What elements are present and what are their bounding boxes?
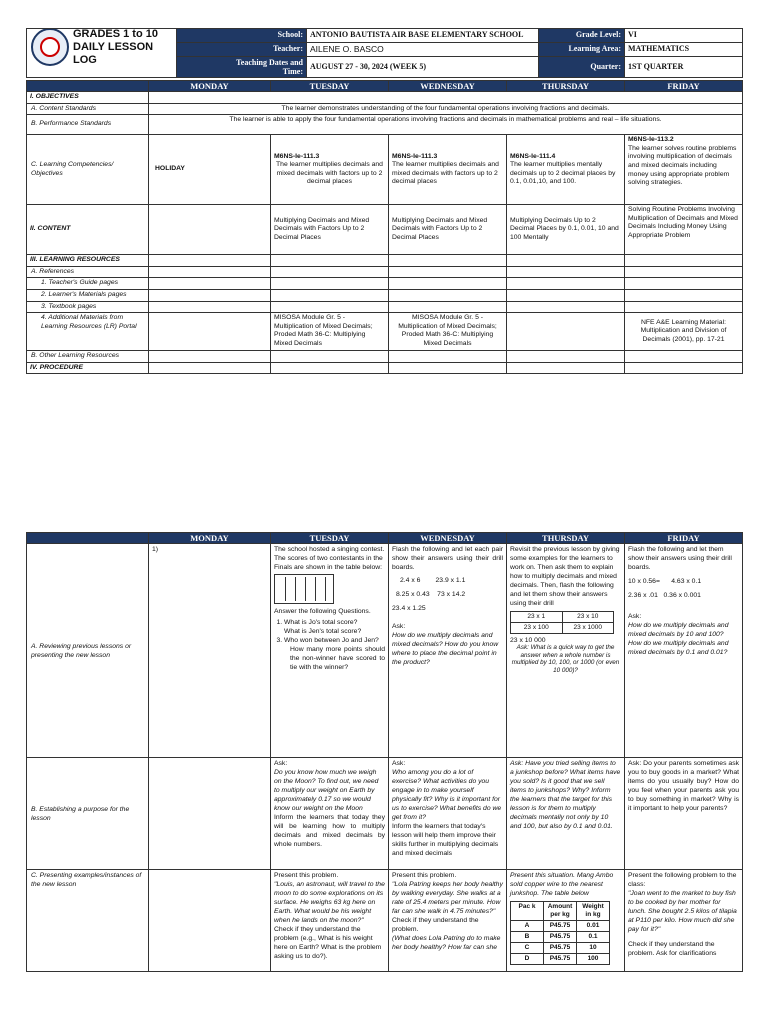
competency-tuesday	[271, 135, 389, 205]
tb-thu	[507, 301, 625, 313]
presenting-friday-problem: "Joan went to the market to buy fish to be cooked by her mother for lunch. She bought 2.5 kilos of tilapia at P110 per kilo. How much did she pay for it?"	[628, 890, 737, 933]
other-wed	[389, 351, 507, 363]
content-standards-label: A. Content Standards	[27, 103, 149, 115]
day-header-friday-2: FRIDAY	[625, 533, 743, 544]
junkshop-cell: P45.75	[544, 954, 577, 965]
quarter-value: 1ST QUARTER	[625, 57, 743, 78]
lm-wed	[389, 289, 507, 301]
purpose-monday	[149, 758, 271, 870]
additional-friday: NFE A&E Learning Material: Multiplication and Division of Decimals (2001), pp. 17-21	[625, 313, 743, 351]
references-mon	[149, 266, 271, 278]
title-block	[27, 29, 177, 78]
presenting-wednesday-intro: Present this problem.	[392, 872, 457, 879]
junkshop-cell: 100	[577, 954, 610, 965]
title-line2: DAILY LESSON LOG	[73, 40, 154, 66]
junkshop-cell: C	[511, 943, 544, 954]
content-thursday: Multiplying Decimals Up to 2 Decimal Places by 0.1, 0.01, 10 and 100 Mentally	[507, 205, 625, 255]
title-line1: GRADES 1 to 10	[73, 28, 158, 40]
presenting-friday	[625, 870, 743, 972]
tg-thu	[507, 278, 625, 290]
purpose-label: B. Establishing a purpose for the lesson	[27, 758, 149, 870]
performance-standards-label: B. Performance Standards	[27, 115, 149, 135]
teacher-value: AILENE O. BASCO	[307, 43, 539, 57]
presenting-thursday-intro: Present this situation. Mang Ambo sold copper wire to the nearest junkshop. The table below	[510, 872, 614, 897]
additional-tuesday: MISOSA Module Gr. 5 - Multiplication of Mixed Decimals; Proded Math 36-C: Multiplying Mixed Decimals	[271, 313, 389, 351]
tb-fri	[625, 301, 743, 313]
header-table	[26, 28, 743, 78]
objectives-heading: I. OBJECTIVES	[27, 92, 149, 104]
junkshop-cell: P45.75	[544, 943, 577, 954]
resources-tue	[271, 255, 389, 267]
quarter-label: Quarter:	[539, 57, 625, 78]
purpose-tuesday-tail: Inform the learners that today they will be learning how to multiply decimals and mixed decimals by whole numbers.	[274, 814, 385, 848]
junkshop-cell: A	[511, 921, 544, 932]
presenting-tuesday-tail: Check if they understand the problem (e.g., What is his weight here on Earth? What is the problem asking us to do?).	[274, 926, 382, 960]
review-tuesday-follow: How many more points should the non-winner have scored to tie with the winner?	[290, 646, 385, 671]
review-wednesday-row3: 23.4 x 1.25	[392, 605, 426, 612]
lm-fri	[625, 289, 743, 301]
dates-value: AUGUST 27 - 30, 2024 (WEEK 5)	[307, 57, 539, 78]
area-value: MATHEMATICS	[625, 43, 743, 57]
competencies-label: C. Learning Competencies/ Objectives	[27, 135, 149, 205]
other-tue	[271, 351, 389, 363]
purpose-friday: Ask: Do your parents sometimes ask you to buy goods in a market? What items do you usually buy? How do you feel when your parents ask you to buy something in market? Why is it important to help your parents?	[625, 758, 743, 870]
competency-wednesday-code: M6NS-Ie-111.3	[392, 152, 438, 160]
references-wed	[389, 266, 507, 278]
day-header-thursday-2: THURSDAY	[507, 533, 625, 544]
additional-wednesday: MISOSA Module Gr. 5 - Multiplication of Mixed Decimals; Proded Math 36-C: Multiplying Mixed Decimals	[389, 313, 507, 351]
resources-mon	[149, 255, 271, 267]
review-thursday-text: Revisit the previous lesson by giving some examples for the learners to work on. Then ask them to explain how to multiply decimals and mixed decimals. Then, flash the following and let them show their answers using their drill	[510, 546, 620, 607]
review-tuesday-intro: The school hosted a singing contest. The scores of two contestants in the Finals are shown in the table below:	[274, 546, 385, 571]
review-friday-intro: Flash the following and let them show their answers using their drill boards.	[628, 546, 732, 571]
content-heading: II. CONTENT	[27, 205, 149, 255]
junkshop-header: Weight in kg	[577, 902, 610, 921]
resources-fri	[625, 255, 743, 267]
other-resources-label: B. Other Learning Resources	[27, 351, 149, 363]
content-friday: Solving Routine Problems Involving Multiplication of Decimals and Mixed Decimals Including Money Using Appropriate Problem	[625, 205, 743, 255]
review-tuesday	[271, 544, 389, 758]
flash-cell: 23 x 1	[511, 612, 563, 623]
area-label: Learning Area:	[539, 43, 625, 57]
lesson-log-table-1	[26, 80, 743, 374]
dates-label-2: Time:	[282, 67, 303, 76]
presenting-wednesday-tail: Check if they understand the problem.	[392, 917, 479, 933]
junkshop-cell: 0.01	[577, 921, 610, 932]
tg-fri	[625, 278, 743, 290]
textbook-label: 3. Textbook pages	[27, 301, 149, 313]
junkshop-table	[510, 901, 610, 965]
lm-mon	[149, 289, 271, 301]
review-wednesday-intro: Flash the following and let each pair show their answers using their drill boards.	[392, 546, 503, 571]
content-standards: The learner demonstrates understanding of the four fundamental operations involving fractions and decimals.	[149, 103, 743, 115]
review-monday: 1)	[149, 544, 271, 758]
review-friday-row1: 10 x 0.56= 4.63 x 0.1	[628, 578, 702, 585]
flash-grid	[510, 611, 614, 634]
content-tuesday: Multiplying Decimals and Mixed Decimals with Factors Up to 2 Decimal Places	[271, 205, 389, 255]
presenting-friday-tail: Check if they understand the problem. Ask for clarifications	[628, 941, 717, 957]
presenting-wednesday-problem: "Lola Patring keeps her body healthy by walking everyday. She walks at a rate of 25.4 meters per minute. How far can she walk in 4.75 minutes?"	[392, 881, 503, 915]
competency-friday	[625, 135, 743, 205]
content-monday	[149, 205, 271, 255]
references-fri	[625, 266, 743, 278]
purpose-tuesday-text: Do you know how much we weigh on the Moon? To find out, we need to multiply our weight on Earth by approximately 0.17 so we would know our weight on the Moon	[274, 769, 379, 812]
lm-thu	[507, 289, 625, 301]
junkshop-cell: 0.1	[577, 932, 610, 943]
junkshop-cell: D	[511, 954, 544, 965]
procedure-mon	[149, 362, 271, 374]
procedure-thu	[507, 362, 625, 374]
day-header-wednesday: WEDNESDAY	[389, 81, 507, 92]
review-thursday-tail: 23 x 10 000	[510, 637, 546, 644]
competency-friday-code: M6NS-Ie-113.2	[628, 136, 674, 144]
day-header-thursday: THURSDAY	[507, 81, 625, 92]
grade-value: VI	[625, 29, 743, 43]
day-header-tuesday-2: TUESDAY	[271, 533, 389, 544]
review-thursday	[507, 544, 625, 758]
review-friday-ask: Ask:	[628, 613, 642, 620]
dates-label-1: Teaching Dates and	[236, 58, 303, 67]
tb-tue	[271, 301, 389, 313]
review-tuesday-item: What is Jen's total score?	[284, 628, 362, 635]
day-header-monday: MONDAY	[149, 81, 271, 92]
procedure-tue	[271, 362, 389, 374]
additional-materials-label: 4. Additional Materials from Learning Resources (LR) Portal	[27, 313, 149, 351]
competency-thursday-code: M6NS-Ie-111.4	[510, 152, 556, 160]
procedure-heading: IV. PROCEDURE	[27, 362, 149, 374]
review-wednesday-ask: Ask:	[392, 623, 406, 630]
other-fri	[625, 351, 743, 363]
purpose-thursday: Ask: Have you tried selling items to a junkshop before? What items have you sold? Is it good that we sell items to junkshops? Why? Inform the learners that the target for this lesson is for them to multiply decimals mentally not only by 10 and 100, but also by 0.1 and 0.01.	[507, 758, 625, 870]
review-wednesday-row1: 2.4 x 6 23.9 x 1.1	[400, 577, 466, 584]
review-tuesday-item: 3. Who won between Jo and Jen?	[284, 636, 385, 645]
resources-wed	[389, 255, 507, 267]
lm-tue	[271, 289, 389, 301]
competency-tuesday-code: M6NS-Ie-111.3	[274, 152, 320, 160]
purpose-wednesday-tail: Inform the learners that today's lesson will help them improve their skills further in multiplying decimals and mixed decimals	[392, 823, 499, 857]
resources-heading: III. LEARNING RESOURCES	[27, 255, 149, 267]
competency-thursday	[507, 135, 625, 205]
purpose-wednesday-text: Who among you do a lot of exercise? What activities do you engage in to make yourself physically fit? Why is it important for us to exercise? What benefits do we get from it?	[392, 769, 502, 821]
presenting-label: C. Presenting examples/instances of the new lesson	[27, 870, 149, 972]
competency-wednesday-text: The learner multiplies decimals and mixed decimals with factors up to 2 decimal places	[392, 161, 499, 186]
presenting-tuesday-intro: Present this problem.	[274, 872, 339, 879]
presenting-tuesday-problem: "Louis, an astronaut, will travel to the moon to do some explorations on its surface. He weighs 63 kg here on Earth. What would be his weight when he lands on the moon?"	[274, 881, 385, 924]
tb-wed	[389, 301, 507, 313]
other-mon	[149, 351, 271, 363]
tg-wed	[389, 278, 507, 290]
presenting-wednesday	[389, 870, 507, 972]
teacher-label: Teacher:	[177, 43, 307, 57]
references-label: A. References	[27, 266, 149, 278]
day-header-blank	[27, 81, 149, 92]
score-table-image	[274, 574, 334, 604]
tg-tue	[271, 278, 389, 290]
objectives-row	[149, 92, 743, 104]
review-friday	[625, 544, 743, 758]
presenting-friday-intro: Present the following problem to the class:	[628, 872, 737, 888]
other-thu	[507, 351, 625, 363]
flash-cell: 23 x 10	[562, 612, 614, 623]
competency-thursday-text: The learner multiplies mentally decimals up to 2 decimal places by 0.1, 0.01,10, and 100.	[510, 161, 616, 186]
junkshop-cell: 10	[577, 943, 610, 954]
presenting-tuesday	[271, 870, 389, 972]
flash-cell: 23 x 100	[511, 623, 563, 634]
review-friday-row2: 2.36 x .01 0.36 x 0.001	[628, 592, 701, 599]
school-value: ANTONIO BAUTISTA AIR BASE ELEMENTARY SCHOOL	[307, 29, 539, 43]
review-thursday-ask: Ask: What is a quick way to get the answer when a whole number is multiplied by 10, 100, or 1000 (or even 10 000)?	[511, 644, 620, 674]
dates-label	[177, 57, 307, 78]
grade-label: Grade Level:	[539, 29, 625, 43]
review-label: A. Reviewing previous lessons or presenting the new lesson	[27, 544, 149, 758]
additional-monday	[149, 313, 271, 351]
learners-materials-label: 2. Learner's Materials pages	[27, 289, 149, 301]
tg-mon	[149, 278, 271, 290]
day-header-row	[27, 81, 743, 92]
review-friday-question: How do we multiply decimals and mixed decimals by 10 and 100? How do we multiply decimals and mixed decimals by 0.1 and 0.01?	[628, 622, 729, 656]
purpose-wednesday	[389, 758, 507, 870]
resources-thu	[507, 255, 625, 267]
day-header-row-2	[27, 533, 743, 544]
review-tuesday-question: Answer the following Questions.	[274, 608, 371, 615]
day-header-friday: FRIDAY	[625, 81, 743, 92]
junkshop-cell: P45.75	[544, 921, 577, 932]
content-wednesday: Multiplying Decimals and Mixed Decimals with Factors Up to 2 Decimal Places	[389, 205, 507, 255]
review-wednesday-row2: 8.25 x 0.43 73 x 14.2	[396, 591, 466, 598]
purpose-wednesday-ask: Ask:	[392, 760, 406, 767]
teachers-guide-label: 1. Teacher's Guide pages	[27, 278, 149, 290]
deped-seal-icon	[31, 29, 69, 67]
tb-mon	[149, 301, 271, 313]
references-thu	[507, 266, 625, 278]
presenting-thursday	[507, 870, 625, 972]
junkshop-cell: B	[511, 932, 544, 943]
day-header-blank-2	[27, 533, 149, 544]
holiday-monday: HOLIDAY	[149, 135, 271, 205]
day-header-monday-2: MONDAY	[149, 533, 271, 544]
junkshop-cell: P45.75	[544, 932, 577, 943]
additional-thursday	[507, 313, 625, 351]
procedure-wed	[389, 362, 507, 374]
competency-tuesday-text: The learner multiplies decimals and mixed decimals with factors up to 2 decimal places	[276, 161, 383, 186]
procedure-fri	[625, 362, 743, 374]
performance-standards: The learner is able to apply the four fundamental operations involving fractions and decimals in mathematical problems and real – life situations.	[149, 115, 743, 135]
lesson-log-table-2	[26, 532, 743, 972]
review-tuesday-item: 1. What is Jo's total score?	[284, 618, 385, 627]
presenting-wednesday-tail2: (What does Lola Patring do to make her body healthy? How far can she	[392, 935, 501, 951]
school-label: School:	[177, 29, 307, 43]
competency-friday-text: The learner solves routine problems involving multiplication of decimals and mixed decimals including money using appropriate problem solving strategies.	[628, 144, 737, 187]
day-header-tuesday: TUESDAY	[271, 81, 389, 92]
competency-wednesday	[389, 135, 507, 205]
junkshop-header: Amount per kg	[544, 902, 577, 921]
purpose-tuesday-ask: Ask:	[274, 760, 288, 767]
day-header-wednesday-2: WEDNESDAY	[389, 533, 507, 544]
references-tue	[271, 266, 389, 278]
flash-cell: 23 x 1000	[562, 623, 614, 634]
purpose-tuesday	[271, 758, 389, 870]
review-wednesday	[389, 544, 507, 758]
junkshop-header: Pac k	[511, 902, 544, 921]
presenting-monday	[149, 870, 271, 972]
review-wednesday-question: How do we multiply decimals and mixed decimals? How do you know where to place the decimal point in the product?	[392, 632, 499, 666]
